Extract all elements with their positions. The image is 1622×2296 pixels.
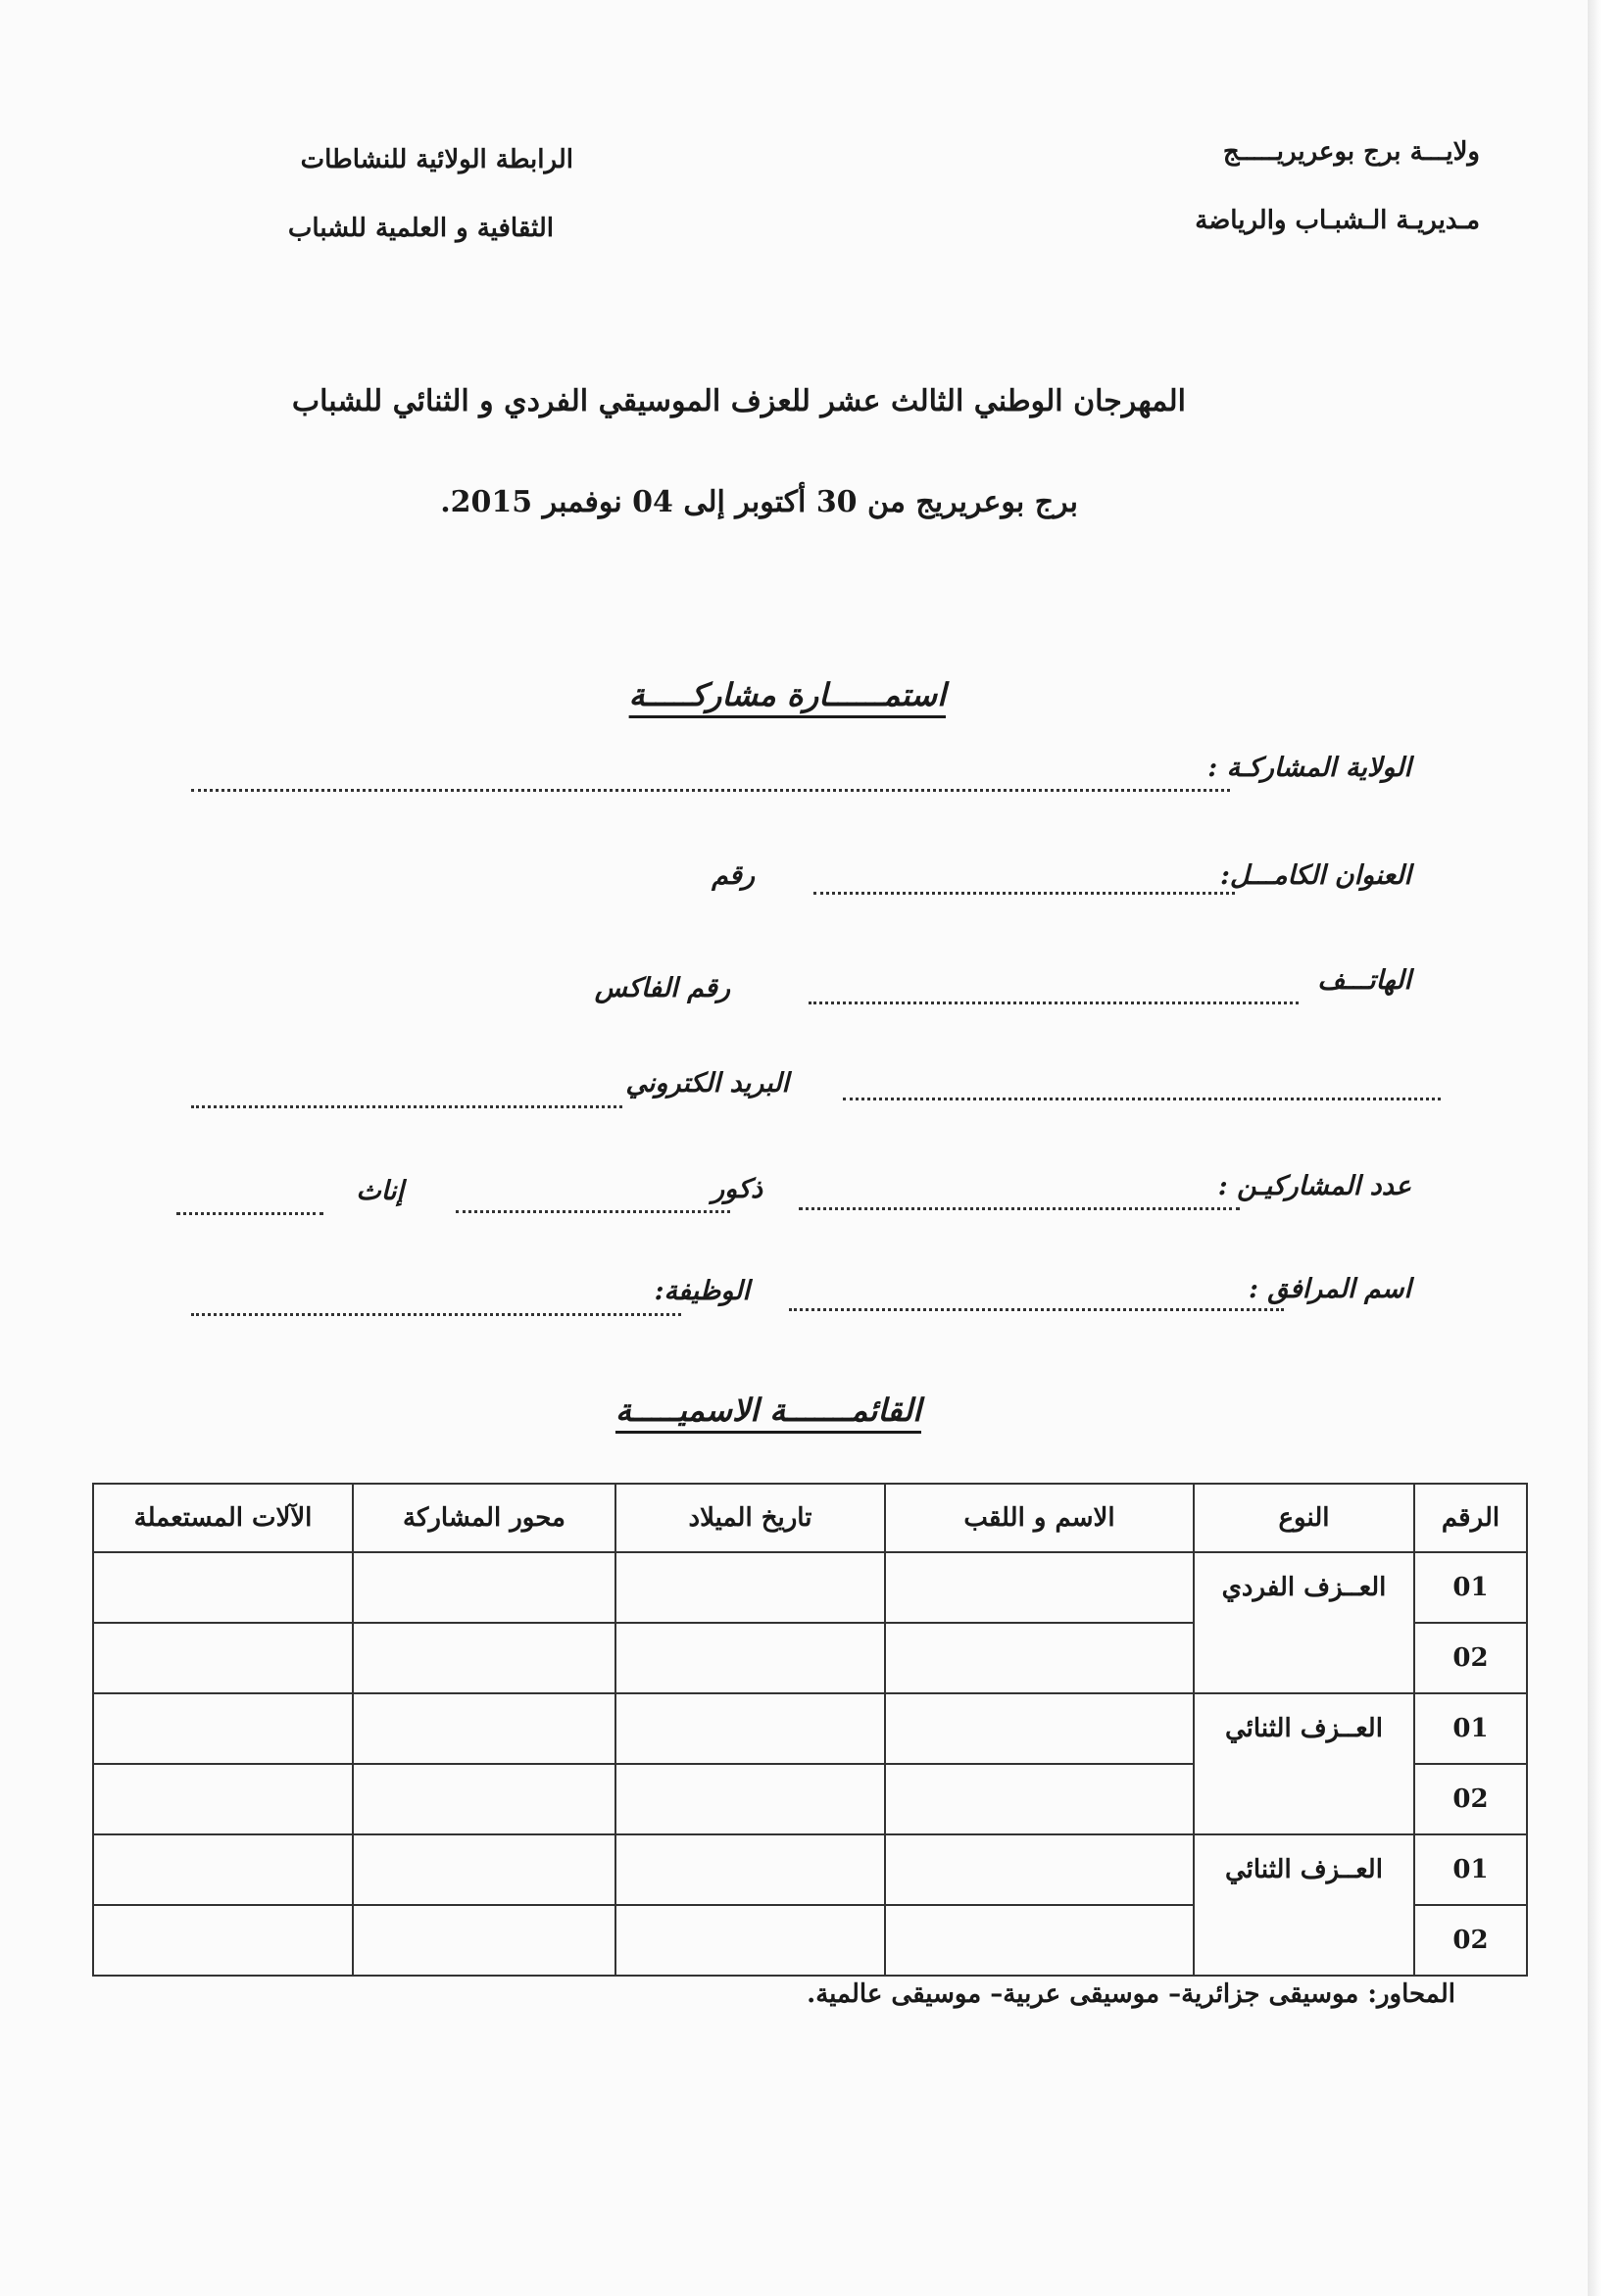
row-number: 02: [1414, 1905, 1527, 1976]
participants-label: عدد المشاركيـن :: [1217, 1171, 1411, 1201]
instruments-cell[interactable]: [93, 1764, 353, 1834]
col-instruments-header: الآلات المستعملة: [93, 1484, 353, 1552]
number-label: رقم: [712, 860, 755, 891]
table-row: [93, 1834, 1527, 1905]
birthdate-cell[interactable]: [615, 1834, 885, 1905]
table-row: [93, 1552, 1527, 1623]
birthdate-cell[interactable]: [615, 1693, 885, 1764]
event-dates: برج بوعريريج من 30 أكتوبر إلى 04 نوفمبر 2015.: [440, 485, 1078, 519]
theme-cell[interactable]: [353, 1552, 615, 1623]
scan-edge: [1588, 0, 1622, 2296]
email-field-right[interactable]: [843, 1098, 1441, 1100]
name-list-title: القائمـــــــة الاسميـــــة: [614, 1392, 921, 1429]
form-title: استمــــــارة مشاركـــــة: [628, 676, 946, 713]
companion-field[interactable]: [789, 1308, 1284, 1311]
birthdate-cell[interactable]: [615, 1905, 885, 1976]
directorate-header: مـديريـة الـشبـاب والرياضة: [1195, 206, 1480, 235]
theme-cell[interactable]: [353, 1764, 615, 1834]
name-cell[interactable]: [885, 1764, 1194, 1834]
row-number: 01: [1414, 1552, 1527, 1623]
col-theme-header: محور المشاركة: [353, 1484, 615, 1552]
email-field-left[interactable]: [191, 1105, 622, 1108]
address-label: العنوان الكامـــل:: [1219, 860, 1411, 891]
fax-label: رقم الفاكس: [594, 973, 730, 1003]
wilaya-label: الولاية المشاركـة :: [1207, 753, 1411, 783]
males-label: ذكور: [712, 1174, 762, 1204]
league-header-line2: الثقافية و العلمية للشباب: [287, 214, 554, 243]
league-header-line1: الرابطة الولائية للنشاطات: [300, 145, 573, 174]
row-number: 01: [1414, 1693, 1527, 1764]
name-cell[interactable]: [885, 1552, 1194, 1623]
females-label: إناث: [356, 1176, 404, 1206]
theme-cell[interactable]: [353, 1834, 615, 1905]
birthdate-cell[interactable]: [615, 1552, 885, 1623]
col-name-header: الاسم و اللقب: [885, 1484, 1194, 1552]
category-cell: العــزف الثنائي: [1194, 1834, 1414, 1976]
companion-label: اسم المرافق :: [1248, 1274, 1411, 1304]
themes-footnote: المحاور: موسيقى جزائرية– موسيقى عربية– موسيقى عالمية.: [807, 1979, 1455, 2009]
category-cell: العــزف الثنائي: [1194, 1693, 1414, 1834]
col-number-header: الرقم: [1414, 1484, 1527, 1552]
participants-field[interactable]: [799, 1207, 1240, 1210]
phone-field[interactable]: [809, 1001, 1299, 1004]
birthdate-cell[interactable]: [615, 1764, 885, 1834]
address-field[interactable]: [813, 892, 1235, 895]
theme-cell[interactable]: [353, 1623, 615, 1693]
theme-cell[interactable]: [353, 1905, 615, 1976]
row-number: 02: [1414, 1623, 1527, 1693]
theme-cell[interactable]: [353, 1693, 615, 1764]
instruments-cell[interactable]: [93, 1623, 353, 1693]
females-field[interactable]: [176, 1212, 323, 1215]
participants-table: [92, 1483, 1528, 1977]
job-field[interactable]: [191, 1313, 681, 1316]
name-cell[interactable]: [885, 1623, 1194, 1693]
birthdate-cell[interactable]: [615, 1623, 885, 1693]
instruments-cell[interactable]: [93, 1834, 353, 1905]
event-title: المهرجان الوطني الثالث عشر للعزف الموسيقي الفردي و الثنائي للشباب: [291, 384, 1186, 418]
wilaya-header: ولايـــة برج بوعريريـــــج: [1222, 137, 1480, 167]
wilaya-field[interactable]: [191, 789, 1230, 792]
job-label: الوظيفة:: [654, 1276, 750, 1306]
instruments-cell[interactable]: [93, 1693, 353, 1764]
category-cell: العــزف الفردي: [1194, 1552, 1414, 1693]
instruments-cell[interactable]: [93, 1552, 353, 1623]
table-row: [93, 1693, 1527, 1764]
males-field[interactable]: [456, 1210, 730, 1213]
table-header-row: [93, 1484, 1527, 1552]
name-cell[interactable]: [885, 1905, 1194, 1976]
instruments-cell[interactable]: [93, 1905, 353, 1976]
email-label: البريد الكتروني: [625, 1068, 789, 1099]
phone-label: الهاتـــف: [1317, 965, 1411, 996]
name-cell[interactable]: [885, 1693, 1194, 1764]
row-number: 01: [1414, 1834, 1527, 1905]
name-cell[interactable]: [885, 1834, 1194, 1905]
row-number: 02: [1414, 1764, 1527, 1834]
col-birthdate-header: تاريخ الميلاد: [615, 1484, 885, 1552]
col-type-header: النوع: [1194, 1484, 1414, 1552]
